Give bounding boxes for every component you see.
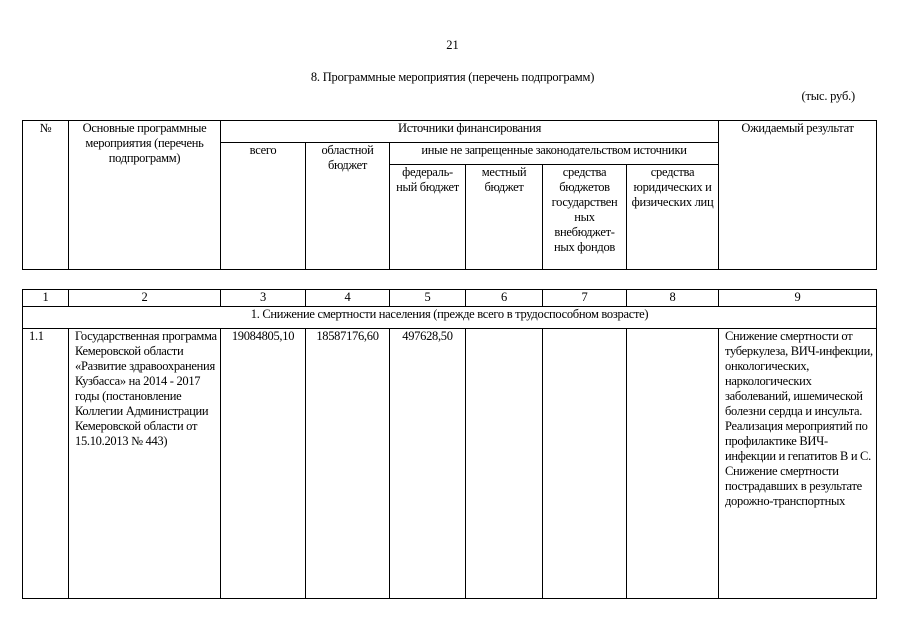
header-table: [22, 120, 877, 270]
units-label: (тыс. руб.): [801, 89, 855, 103]
column-number-row: [23, 290, 877, 307]
header-state-funds: средства бюджетов государствен ных внебюджет-ных фондов: [543, 165, 627, 270]
header-main-events: Основные программные мероприятия (перечень подпрограмм): [69, 121, 221, 270]
row-legal-entities: [627, 329, 719, 599]
row-regional: 18587176,60: [306, 329, 390, 599]
header-federal-budget: федераль-ный бюджет: [390, 165, 466, 270]
column-number: 3: [221, 290, 306, 307]
column-number: 9: [719, 290, 877, 307]
row-number: 1.1: [23, 329, 69, 599]
row-total: 19084805,10: [221, 329, 306, 599]
section-heading: 1. Снижение смертности населения (прежде всего в трудоспособном возрасте): [23, 307, 877, 329]
row-name: Государственная программа Кемеровской области «Развитие здравоохранения Кузбасса» на 2014 - 2017 годы (постановление Коллегии Администрации Кемеровской области от 15.10.2013 № 443): [69, 329, 221, 599]
column-number: 7: [543, 290, 627, 307]
column-number: 5: [390, 290, 466, 307]
column-number: 8: [627, 290, 719, 307]
table-row: [23, 329, 877, 599]
section-title: 8. Программные мероприятия (перечень подпрограмм): [310, 70, 595, 84]
header-local-budget: местный бюджет: [466, 165, 543, 270]
row-state-funds: [543, 329, 627, 599]
header-expected-result: Ожидаемый результат: [719, 121, 877, 270]
header-total: всего: [221, 143, 306, 270]
column-number: 1: [23, 290, 69, 307]
row-local: [466, 329, 543, 599]
header-no: №: [23, 121, 69, 270]
header-other-sources: иные не запрещенные законодательством источники: [390, 143, 719, 165]
header-legal-entities: средства юридических и физических лиц: [627, 165, 719, 270]
header-funding-sources: Источники финансирования: [221, 121, 719, 143]
column-number: 6: [466, 290, 543, 307]
body-table: [22, 289, 877, 599]
column-number: 2: [69, 290, 221, 307]
page-number: 21: [446, 38, 459, 52]
header-regional-budget: областной бюджет: [306, 143, 390, 270]
row-federal: 497628,50: [390, 329, 466, 599]
row-result: Снижение смертности от туберкулеза, ВИЧ-инфекции, онкологических, наркологических заболеваний, ишемической болезни сердца и инсульта. Реализация мероприятий по профилактике ВИЧ-инфекции и гепатитов В и С. Снижение смертности пострадавших в результате дорожно-транспортных: [719, 329, 877, 599]
column-number: 4: [306, 290, 390, 307]
